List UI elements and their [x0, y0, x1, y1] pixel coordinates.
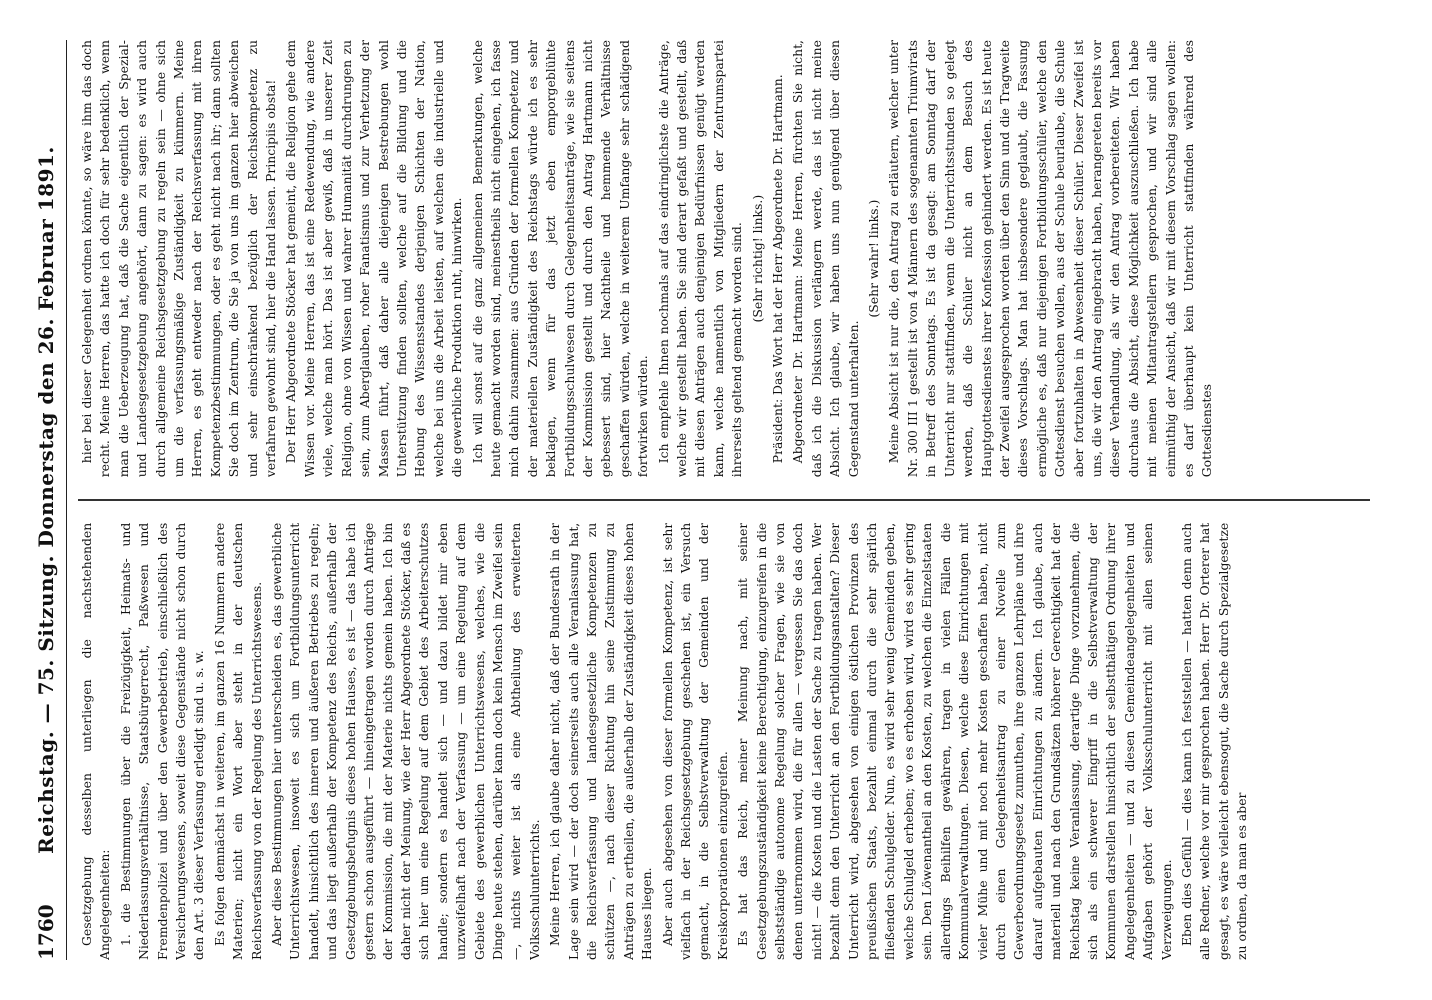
- right-column-paragraph: (Sehr wahr! links.): [866, 199, 882, 318]
- left-column-paragraph: Aber auch abgesehen von dieser formellen Kompetenz, ist sehr vielfach in der Reichsgesetzgebung geschehen ist, ein Versuch gemacht, in die Selbstverwaltung der Gemeinden und der Kreiskorporationen einzugreifen.: [659, 522, 730, 960]
- left-column-paragraph: Es hat das Reich, meiner Meinung nach, mit seiner Gesetzgebungszuständigkeit keine Berechtigung, einzugreifen in die selbstständige autonome Regelung solcher Fragen, wie sie von denen unternommen wird, die für allen — vergessen Sie das doch nicht! — die Kosten und die Lasten der Sache zu tragen haben. Wer bezahlt denn den Unterricht an den Fortbildungsanstalten? Dieser Unterricht wird, abgesehen von einigen östlichen Provinzen des preußischen Staats, bezahlt einmal durch die sehr spärlich fließenden Schulgelder. Nun, es wird sehr wenig Gemeinden geben, welche Schulgeld erheben; wo es erhoben wird, wird es sehr gering sein. Den Löwenantheil an den Kosten, zu welchen die Einzelstaaten allerdings Beihilfen gewähren, tragen in vielen Fällen die Kommunalverwaltungen. Diesen, welche diese Einrichtungen mit vieler Mühe und mit noch mehr Kosten geschaffen haben, nicht durch einen Gelegenheitsantrag zu einer Novelle zum Gewerbeordnungsgesetz zumuthen, ihre ganzen Lehrpläne und ihre darauf aufgebauten Einrichtungen zu ändern. Ich glaube, auch materiell und nach den Grundsätzen höherer Gerechtigkeit hat der Reichstag keine Veranlassung, derartige Dinge vorzunehmen, die sich als ein schwerer Eingriff in die Selbstverwaltung der Kommunen darstellen hinsichtlich der selbstthätigen Ordnung ihrer Angelegenheiten — und zu diesen Gemeindeangelegenheiten und Aufgaben gehört der Volksschulunterricht mit allen seinen Verzweigungen.: [735, 522, 1174, 960]
- right-column-paragraph: Präsident: Das Wort hat der Herr Abgeordnete Dr. Hartmann.: [770, 74, 786, 464]
- column-rule: [78, 499, 1370, 501]
- right-column-paragraph: Meine Absicht ist nur die, den Antrag zu erläutern, welcher unter Nr. 300 III 1 gestellt ist von 4 Männern des sogenannten Triumvirats in Betreff des Sonntags. Es ist da gesagt: am Sonntag darf der Unterricht nur stattfinden, wenn die Unterrichtsstunden so gelegt werden, daß die Schüler nicht an dem Besuch des Hauptgottesdienstes ihrer Konfession gehindert werden. Es ist heute der Zweifel ausgesprochen worden über den Sinn und die Tragweite dieses Vorschlags. Man hat insbesondere geglaubt, die Fassung ermögliche es, daß nur diejenigen Fortbildungsschüler, welche den Gottesdienst besuchen wollen, aus der Schule beurlaube, die Schule aber fortzuhalten in Abwesenheit dieser Schüler. Dieser Zweifel ist uns, die wir den Antrag eingebracht haben, herangereten bereits vor dieser Verhandlung, als wir den Antrag vorbereiteten. Wir haben durchaus die Absicht, diese Möglichkeit auszuschließen. Ich habe mit meinen Mitantragstellern gesprochen, und wir sind alle einmüthig der Ansicht, daß wir mit diesem Vorschlag sagen wollen: es darf überhaupt kein Unterricht stattfinden während des Gottesdienstes: [886, 40, 1215, 478]
- left-column-paragraph: Es folgen demnächst in weiteren, im ganzen 16 Nummern andere Materien; nicht ein Wort aber steht in der deutschen Reichsverfassung von der Regelung des Unterrichtswesens.: [211, 522, 264, 960]
- right-column-paragraph: hier bei dieser Gelegenheit ordnen könnte, so wäre ihm das doch recht. Meine Herren, das hatte ich doch für sehr bedenklich, wenn man die Ueberzeugung hat, daß die Sache eigentlich der Spezial- und Landesgesetzgebung angehört, dann zu sagen: es wird auch durch allgemeine Reichsgesetzgebung zu regeln sein — ohne sich um die verfassungsmäßige Zuständigkeit zu kümmern. Meine Herren, es geht entweder nach der Reichsverfassung mit ihren Kompetenzbestimmungen, oder es geht nicht nach ihr; dann sollten Sie doch im Zentrum, die Sie ja von uns im ganzen hier abweichen und sehr einschränkend bezüglich der Reichskompetenz zu verfahren gewohnt sind, hier die Hand lassen. Principiis obsta!: [79, 40, 279, 478]
- text-columns: [78, 40, 1370, 960]
- right-column-paragraph: Ich will sonst auf die ganz allgemeinen Bemerkungen, welche heute gemacht worden sind, meinestheils nicht eingehen, ich fasse mich dahin zusammen: aus Gründen der formellen Kompetenz und der materiellen Zuständigkeit des Reichstags würde ich es sehr beklagen, wenn für das jetzt eben emporgeblühte Fortbildungsschulwesen durch Gelegenheitsanträge, wie sie seitens der Kommission gestellt und durch den Antrag Hartmann nicht gebessert sind, hier Nachtheile und hemmende Verhältnisse geschaffen würden, welche in weiterem Umfange sehr schädigend fortwirken würden.: [469, 40, 651, 478]
- left-column-paragraph: Meine Herren, ich glaube daher nicht, daß der Bundesrath in der Lage sein wird — der doch seinerseits auch alle Veranlassung hat, die Reichsverfassung und landesgesetzliche Kompetenzen zu schützen —, nach dieser Richtung hin seine Zustimmung zu Anträgen zu ertheilen, die außerhalb der Zuständigkeit dieses hohen Hauses liegen.: [547, 522, 655, 960]
- left-column-paragraph: Aber diese Bestimmungen hier unterscheiden es, das gewerbliche Unterrichtswesen, insoweit es sich um Fortbildungsunterricht handelt, hinsichtlich des inneren und äußeren Betriebes zu regeln; und das liegt außerhalb der Kompetenz des Reichs, außerhalb der Gesetzgebungsbefugnis dieses hohen Hauses, es ist — das habe ich gestern schon ausgeführt — hineingetragen worden durch Anträge der Kommission, die mit der Materie nichts gemein haben. Ich bin daher nicht der Meinung, wie der Herr Abgeordnete Stöcker, daß es sich hier um eine Regelung auf dem Gebiet des Arbeiterschutzes handle; sondern es handelt sich — und dazu bildet mir eben unzweifelhaft nach der Verfassung — um eine Regelung auf dem Gebiete des gewerblichen Unterrichtswesens, welches, wie die Dinge heute stehen, darüber kann doch kein Mensch im Zweifel sein —, nichts weiter ist als eine Abtheilung des erweiterten Volksschulunterrichts.: [269, 522, 542, 960]
- page-number: 1760: [34, 904, 58, 960]
- right-column-paragraph: Der Herr Abgeordnete Stöcker hat gemeint, die Religion gehe dem Wissen vor. Meine Herren, das ist eine Redewendung, wie andere viele, welche man hört. Das ist aber gewiß, daß in unserer Zeit Religion, ohne von Wissen und wahrer Humanität durchdrungen zu sein, zum Aberglauben, roher Fanatismus und zur Verhetzung der Massen führt, daß daher alle diejenigen Bestrebungen wohl Unterstützung finden sollten, welche auf die Bildung und die Hebung des Wissensstandes derjenigen Schichten der Nation, welche bei uns die Arbeit leisten, auf welchen die industrielle und die gewerbliche Produktion ruht, hinwirken.: [283, 40, 465, 478]
- left-column-paragraph: Eben dies Gefühl — dies kann ich feststellen — hatten denn auch alle Redner, welche vor mir gesprochen haben. Herr Dr. Orterer hat gesagt, es wäre vielleicht ebensogut, die Sache durch Spezialgesetze zu ordnen, da man es aber: [1178, 522, 1250, 960]
- rotated-page: [20, 0, 1400, 1000]
- page-header: [20, 40, 67, 960]
- right-column-paragraph: (Sehr richtig! links.): [749, 194, 765, 323]
- left-column-paragraph: Gesetzgebung desselben unterliegen die nachstehenden Angelegenheiten:: [79, 522, 113, 960]
- right-column-paragraph: Abgeordneter Dr. Hartmann: Meine Herren, fürchten Sie nicht, daß ich die Diskussion verlängern werde, das ist nicht meine Absicht. Ich glaube, wir haben uns nun genügend über diesen Gegenstand unterhalten.: [790, 40, 861, 478]
- left-column-paragraph: 1. die Bestimmungen über die Freizügigkeit, Heimats- und Niederlassungsverhältnisse, Staatsbürgerrecht, Paßwesen und Fremdenpolizei und über den Gewerbebetrieb, einschließlich des Versicherungswesens, soweit diese Gegenstände nicht schon durch den Art. 3 dieser Verfassung erledigt sind u. s. w.: [117, 522, 207, 960]
- digitization-credit: [1406, 0, 1426, 1000]
- left-column: [78, 523, 1370, 960]
- right-column: [78, 40, 1370, 477]
- right-column-paragraph: Ich empfehle Ihnen nochmals auf das eindringlichste die Anträge, welche wir gestellt haben. Sie sind derart gefaßt und gestellt, daß mit diesen Anträgen auch denjenigen Bedürfnissen genügt werden kann, welche namentlich von Mitgliedern der Zentrumspartei ihrerseits geltend gemacht worden sind.: [655, 40, 745, 478]
- running-title: Reichstag. — 75. Sitzung. Donnerstag den 26. Februar 1891.: [34, 146, 58, 854]
